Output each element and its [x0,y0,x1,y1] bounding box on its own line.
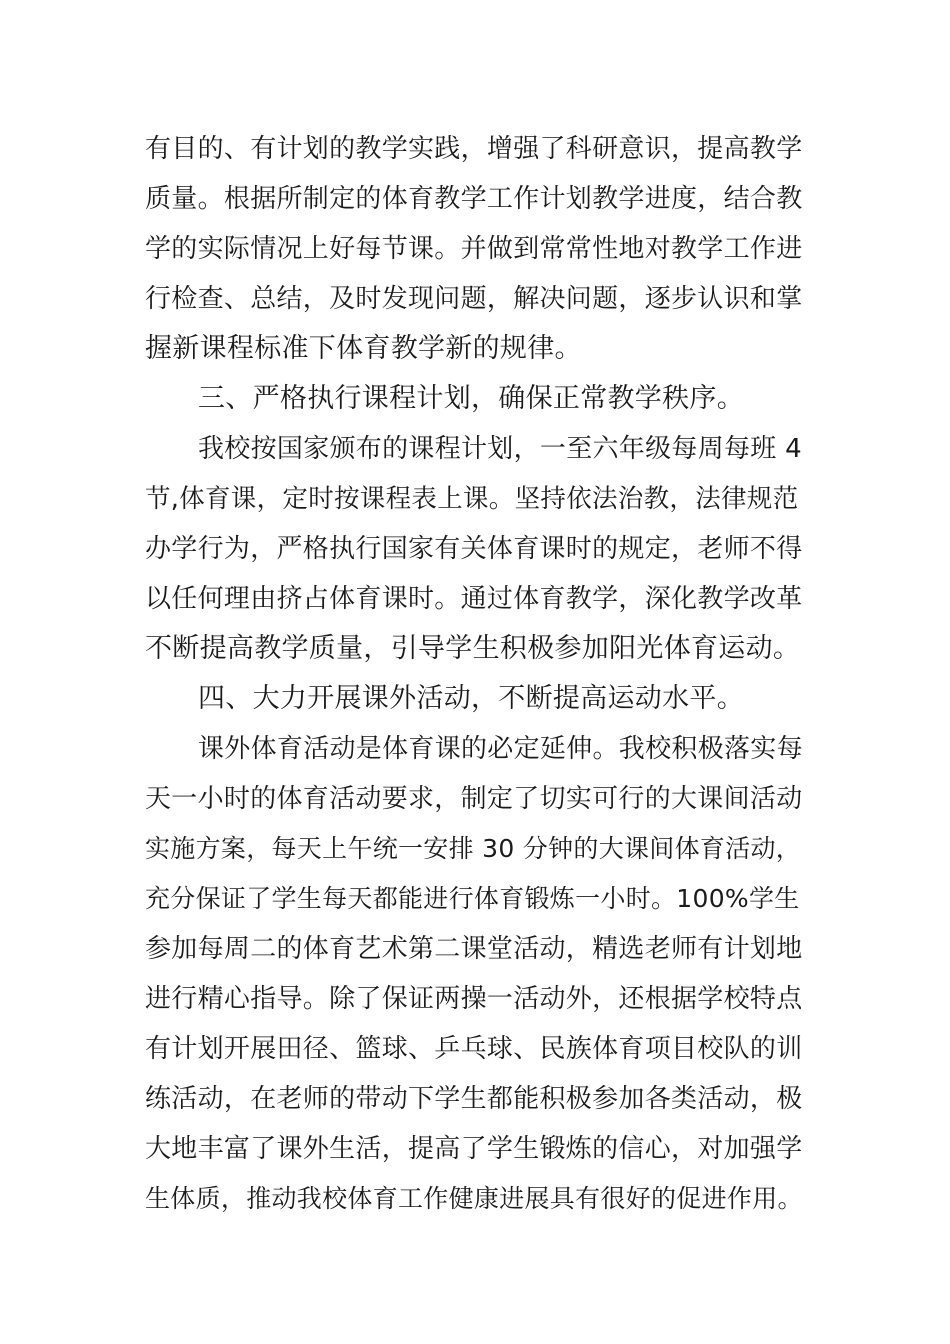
text-line-4: 行检查、总结，及时发现问题，解决问题，逐步认识和掌 [145,284,803,314]
text-line-8: 节,体育课，定时按课程表上课。坚持依法治教，法律规范 [145,484,799,514]
text-line-11: 不断提高教学质量，引导学生积极参加阳光体育运动。 [145,633,801,664]
text-line-15: 实施方案，每天上午统一安排 30 分钟的大课间体育活动， [145,834,802,863]
text-line-16: 充分保证了学生每天都能进行体育锻炼一小时。100%学生 [145,884,800,913]
section-heading-4: 四、大力开展课外活动，不断提高运动水平。 [198,683,744,714]
text-line-9: 办学行为，严格执行国家有关体育课时的规定，老师不得 [145,534,803,564]
section-heading-3: 三、严格执行课程计划，确保正常教学秩序。 [198,383,744,414]
text-line-5: 握新课程标准下体育教学新的规律。 [145,333,582,364]
text-line-13: 课外体育活动是体育课的必定延伸。我校积极落实每 [198,734,803,764]
text-line-14: 天一小时的体育活动要求，制定了切实可行的大课间活动 [145,784,803,814]
text-line-7: 我校按国家颁布的课程计划，一至六年级每周每班 4 [198,434,803,464]
text-line-1: 有目的、有计划的教学实践，增强了科研意识，提高教学 [145,134,803,164]
text-line-21: 大地丰富了课外生活，提高了学生锻炼的信心，对加强学 [145,1134,803,1164]
text-line-10: 以任何理由挤占体育课时。通过体育教学，深化教学改革 [145,584,803,614]
text-line-2: 质量。根据所制定的体育教学工作计划教学进度，结合教 [145,184,803,214]
text-line-18: 进行精心指导。除了保证两操一活动外，还根据学校特点 [145,984,803,1014]
text-line-3: 学的实际情况上好每节课。并做到常常性地对教学工作进 [145,234,803,264]
text-line-19: 有计划开展田径、篮球、乒乓球、民族体育项目校队的训 [145,1034,803,1064]
text-line-22: 生体质，推动我校体育工作健康进展具有很好的促进作用。 [145,1184,803,1213]
text-line-17: 参加每周二的体育艺术第二课堂活动，精选老师有计划地 [145,934,803,964]
text-line-20: 练活动，在老师的带动下学生都能积极参加各类活动，极 [145,1084,803,1114]
